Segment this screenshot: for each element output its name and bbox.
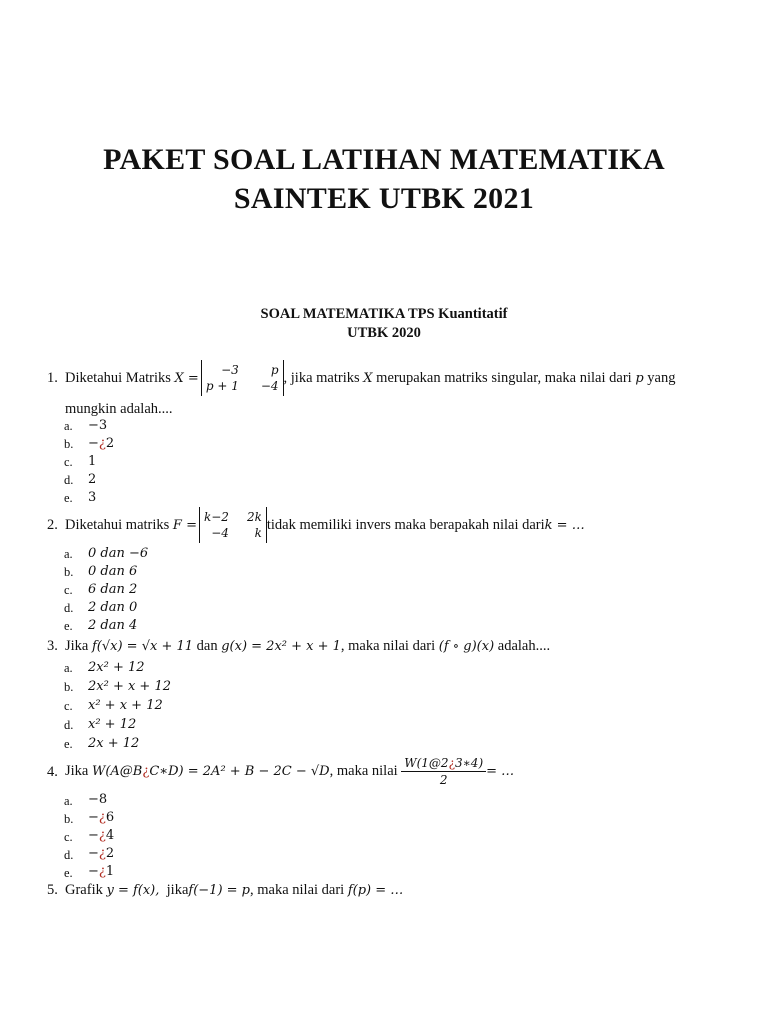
q5-text-b: , maka nilai dari xyxy=(250,882,345,898)
question-1-text xyxy=(65,358,675,398)
q5-expr-1: y = f(x), xyxy=(106,883,160,898)
q5-expr-3: f(p) = … xyxy=(347,883,404,898)
q1-text-a: , jika matriks xyxy=(283,369,360,386)
q4-text-b: , maka nilai xyxy=(329,762,398,779)
option-label: d. xyxy=(64,473,74,487)
option-value: x² + x + 12 xyxy=(88,698,163,713)
option-label: e. xyxy=(64,737,73,751)
q4-intro: Jika xyxy=(65,762,89,779)
option-label: e. xyxy=(64,619,73,633)
q1-text-c: yang xyxy=(647,369,676,386)
option-label: a. xyxy=(64,794,73,808)
option-label: c. xyxy=(64,830,73,844)
q2-matrix-lhs: F = xyxy=(172,517,197,533)
q2-intro: Diketahui matriks xyxy=(65,516,170,533)
question-number: 1. xyxy=(47,370,58,386)
q1-matrix-cell: −3 xyxy=(221,363,239,377)
option-value: 2x² + 12 xyxy=(88,660,145,675)
section-subtitle-line-2: UTBK 2020 xyxy=(347,325,421,341)
question-4-text xyxy=(65,750,514,792)
q4-expression: W(A@B¿C∗D) = 2A² + B − 2C − √D xyxy=(91,763,330,779)
q4-tail: = … xyxy=(486,763,515,779)
q1-matrix-lhs: X = xyxy=(174,370,199,386)
q1-matrix-cell: p xyxy=(270,363,279,377)
q1-matrix-cell: p + 1 xyxy=(205,379,239,393)
option-value: 3 xyxy=(88,490,97,505)
q2-matrix xyxy=(199,507,267,543)
q2-matrix-cell: k−2 xyxy=(203,510,229,524)
option-value: 2x² + x + 12 xyxy=(88,679,172,694)
q3-composition: (f ∘ g)(x) xyxy=(438,639,495,654)
q3-text-b: , maka nilai dari xyxy=(340,638,436,654)
q1-text-b: merupakan matriks singular, maka nilai dari xyxy=(376,369,632,386)
option-label: e. xyxy=(64,866,73,880)
option-value: 0 dan 6 xyxy=(88,564,138,579)
option-label: a. xyxy=(64,419,73,433)
option-label: c. xyxy=(64,699,73,713)
q3-mid: dan xyxy=(196,638,218,654)
option-label: d. xyxy=(64,601,74,615)
option-label: a. xyxy=(64,547,73,561)
option-value: 2 dan 4 xyxy=(88,618,138,633)
option-value: 2x + 12 xyxy=(88,736,140,751)
question-number: 2. xyxy=(47,517,58,533)
option-label: d. xyxy=(64,718,74,732)
option-value: −¿6 xyxy=(88,810,115,825)
option-label: a. xyxy=(64,661,73,675)
q1-matrix xyxy=(201,360,284,396)
option-label: c. xyxy=(64,455,73,469)
section-subtitle-line-1: SOAL MATEMATIKA TPS Kuantitatif xyxy=(260,306,508,322)
option-value: −¿2 xyxy=(88,846,115,861)
option-value: 2 xyxy=(88,472,97,487)
q5-expr-2: f(−1) = p xyxy=(188,883,250,898)
q3-f-expr: f(√x) = √x + 11 xyxy=(91,639,194,654)
option-label: d. xyxy=(64,848,74,862)
q2-text-a: tidak memiliki invers maka berapakah nilai dari xyxy=(266,516,545,533)
q5-intro: Grafik xyxy=(65,882,103,898)
option-value: x² + 12 xyxy=(88,717,137,732)
option-label: b. xyxy=(64,565,74,579)
option-label: b. xyxy=(64,680,74,694)
document-title-line-1: PAKET SOAL LATIHAN MATEMATIKA xyxy=(103,143,665,176)
option-value: −¿4 xyxy=(88,828,115,843)
option-value: −¿2 xyxy=(88,436,115,451)
option-label: e. xyxy=(64,491,73,505)
question-2-text xyxy=(65,505,585,545)
option-value: 2 dan 0 xyxy=(88,600,138,615)
question-number: 5. xyxy=(47,882,58,898)
option-value: −¿1 xyxy=(88,864,115,879)
question-5-text xyxy=(65,882,403,899)
q5-mid: jika xyxy=(166,882,189,898)
option-label: b. xyxy=(64,812,74,826)
q1-var-p: p xyxy=(635,370,644,386)
option-label: b. xyxy=(64,437,74,451)
option-value: 0 dan −6 xyxy=(88,546,149,561)
option-value: −8 xyxy=(88,792,108,807)
q1-intro: Diketahui Matriks xyxy=(65,369,171,386)
q2-matrix-cell: −4 xyxy=(211,526,229,540)
q1-line-2: mungkin adalah.... xyxy=(65,401,173,417)
option-value: −3 xyxy=(88,418,108,433)
q3-tail: adalah.... xyxy=(497,638,551,654)
option-value: 1 xyxy=(88,454,97,469)
document-title-line-2: SAINTEK UTBK 2021 xyxy=(233,182,535,215)
question-number: 4. xyxy=(47,764,58,780)
q1-var-x: X xyxy=(363,370,373,386)
option-label: c. xyxy=(64,583,73,597)
question-number: 3. xyxy=(47,638,58,654)
q2-matrix-cell: k xyxy=(254,526,262,540)
q2-matrix-cell: 2k xyxy=(246,510,262,524)
q3-g-expr: g(x) = 2x² + x + 1 xyxy=(221,639,341,654)
q1-matrix-cell: −4 xyxy=(260,379,279,393)
option-value: 6 dan 2 xyxy=(88,582,138,597)
q4-fraction: $\frac{W(1@2¿3∗4)}{2}$ xyxy=(401,756,486,787)
q3-intro: Jika xyxy=(65,638,89,654)
q2-tail: k = … xyxy=(544,517,585,533)
question-3-text xyxy=(65,638,550,655)
